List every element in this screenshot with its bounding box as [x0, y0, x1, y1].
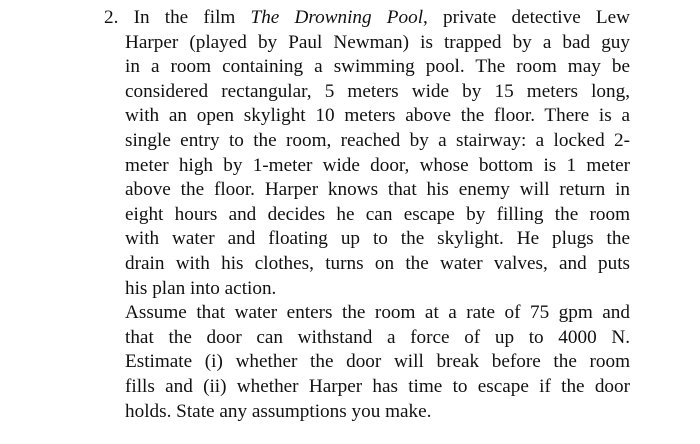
problem-line-6: single entry to the room, reached by a stairway: a locked 2- [125, 129, 630, 151]
problem-line-9: eight hours and decides he can escape by filling the room [125, 203, 630, 225]
problem-line-15: Estimate (i) whether the door will break before the room [125, 351, 630, 373]
problem-line-4: considered rectangular, 5 meters wide by 15 meters long, [125, 80, 630, 102]
problem-line-5: with an open skylight 10 meters above the floor. There is a [125, 105, 630, 127]
problem-text [104, 6, 630, 424]
problem-line-12: his plan into action. [125, 277, 277, 299]
problem-line-7: meter high by 1-meter wide door, whose bottom is 1 meter [125, 154, 630, 176]
problem-line-8: above the floor. Harper knows that his enemy will return in [125, 179, 630, 201]
problem-line-16: fills and (ii) whether Harper has time to escape if the door [125, 375, 630, 397]
problem-line-3: in a room containing a swimming pool. The room may be [125, 56, 630, 78]
problem-line-17: holds. State any assumptions you make. [125, 400, 432, 422]
problem-line-14: that the door can withstand a force of up to 4000 N. [125, 326, 630, 348]
problem-line-11: drain with his clothes, turns on the water valves, and puts [125, 252, 630, 274]
problem-number: 2. [104, 7, 119, 28]
problem-line-1: 2. In the film The Drowning Pool, private detective Lew [104, 7, 630, 28]
problem-line-10: with water and floating up to the skylight. He plugs the [125, 228, 630, 250]
film-title: The Drowning Pool [250, 7, 424, 28]
problem-line-13: Assume that water enters the room at a rate of 75 gpm and [125, 302, 630, 324]
problem-line-2: Harper (played by Paul Newman) is trapped by a bad guy [125, 31, 630, 53]
